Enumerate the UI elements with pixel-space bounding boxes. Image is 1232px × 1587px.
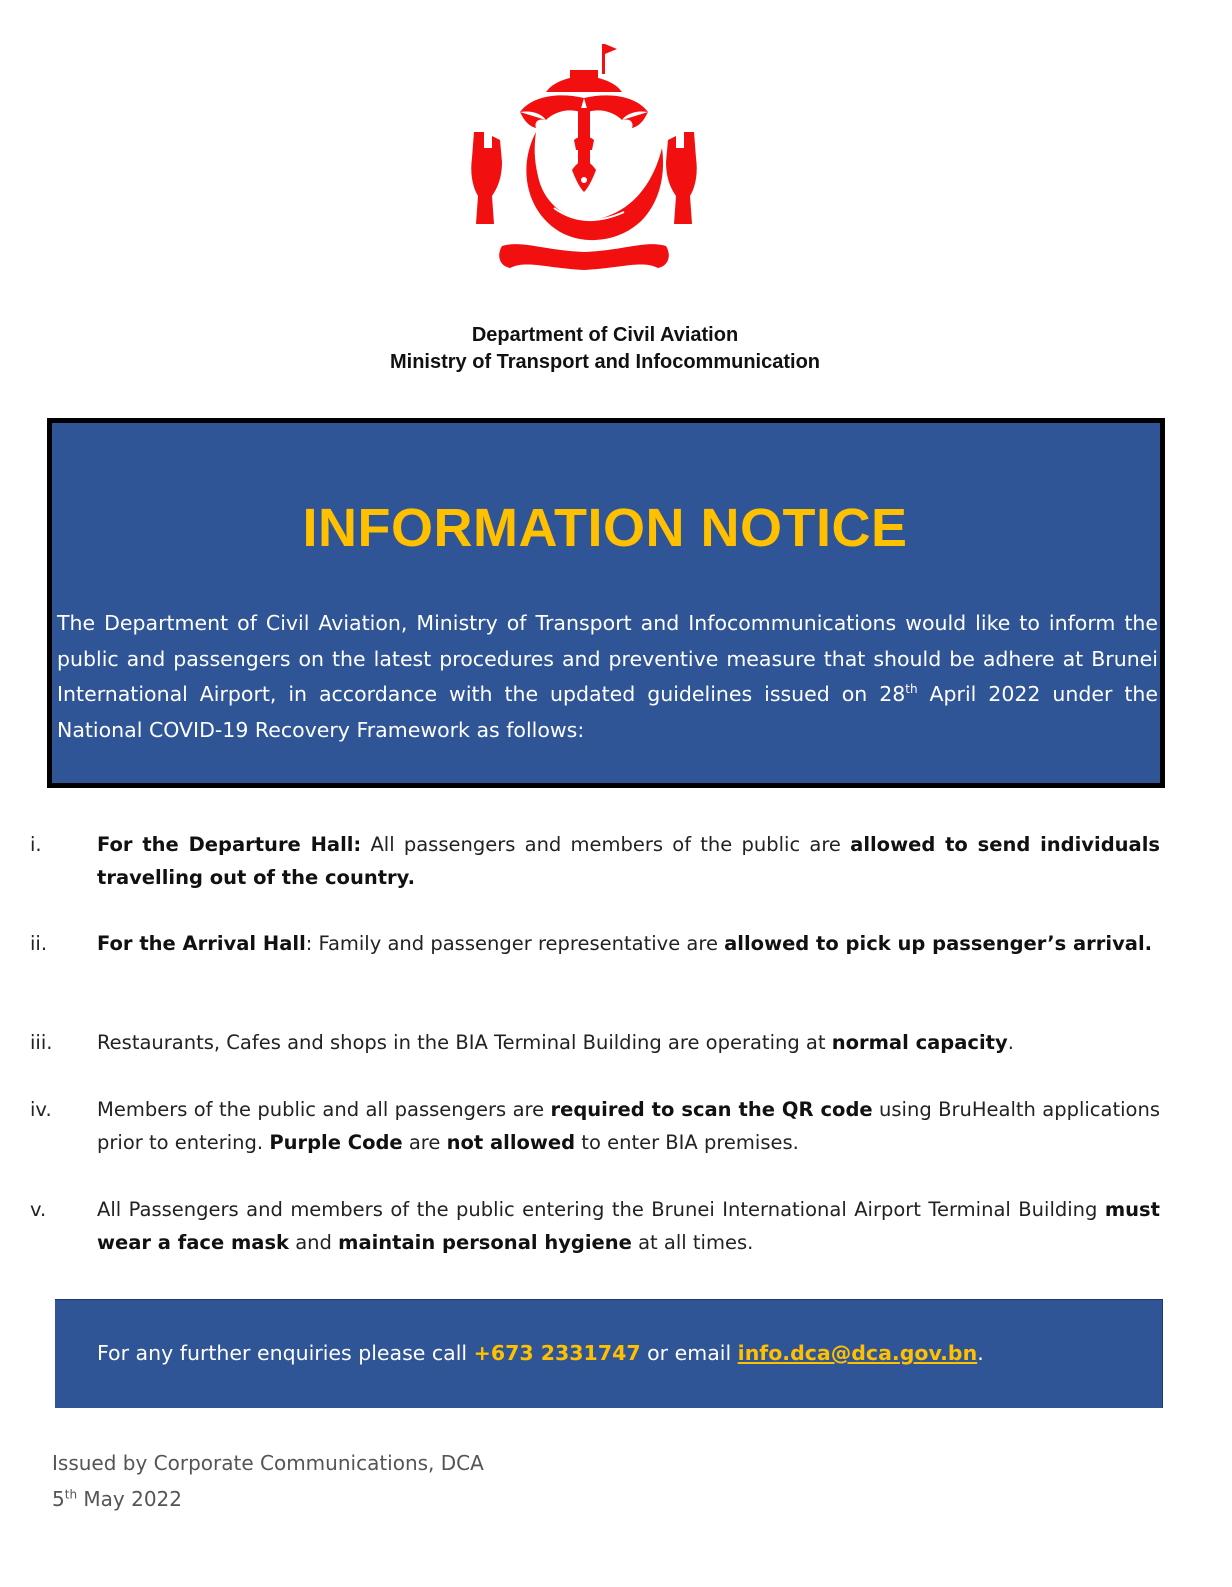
item-emphasis: Purple Code (269, 1131, 403, 1154)
item-emphasis: maintain personal hygiene (338, 1231, 632, 1254)
item-emphasis: required to scan the QR code (550, 1098, 873, 1121)
issuing-organization (0, 322, 1210, 376)
brunei-state-emblem-icon (462, 40, 706, 286)
item-emphasis: normal capacity (831, 1031, 1008, 1054)
list-item-number: ii. (30, 932, 48, 955)
item-text: : Family and passenger representative are (305, 932, 725, 955)
issue-date-suffix: th (64, 1487, 78, 1502)
ministry-name: Ministry of Transport and Infocommunication (389, 351, 821, 373)
email-link[interactable]: info.dca@dca.gov.bn (737, 1341, 978, 1365)
issue-date-rest: May 2022 (77, 1487, 183, 1511)
item-text: All passengers and members of the public are (361, 833, 851, 856)
list-item (30, 927, 1160, 960)
department-name: Department of Civil Aviation (471, 324, 739, 346)
issue-date (52, 1481, 484, 1517)
item-text: are (402, 1131, 447, 1154)
list-item (30, 1093, 1160, 1159)
list-item-number: iv. (30, 1098, 52, 1121)
notice-date-suffix: th (905, 682, 918, 697)
notice-body-text-end: April 2022 under the National COVID-19 Recovery Framework as follows: (57, 682, 1158, 742)
issued-by: Issued by Corporate Communications, DCA (52, 1451, 484, 1475)
item-text: . (1007, 1031, 1014, 1054)
notice-title: INFORMATION NOTICE (302, 498, 908, 558)
item-emphasis: must wear a face mask (97, 1198, 1160, 1254)
item-text: at all times. (631, 1231, 754, 1254)
notice-body (57, 606, 1158, 748)
contact-text: For any further enquiries please call (97, 1341, 474, 1365)
notice-body-text: The Department of Civil Aviation, Ministry of Transport and Infocommunications would like to inform the public and passengers on the latest procedures and preventive measure that should be adhere at Brunei International Airport, in accordance with the updated guidelines issued on (57, 611, 1158, 706)
list-item-number: v. (30, 1198, 47, 1221)
item-text: to enter BIA premises. (575, 1131, 799, 1154)
item-text: using BruHealth applications prior to entering. (97, 1098, 1160, 1154)
contact-text: or email (640, 1341, 738, 1365)
list-item (30, 828, 1160, 894)
list-item (30, 1193, 1160, 1259)
item-heading: For the Arrival Hall (97, 932, 306, 955)
notice-date-day: 28 (879, 682, 906, 706)
footer (52, 1445, 484, 1517)
issue-date-day: 5 (52, 1487, 65, 1511)
item-text: and (289, 1231, 339, 1254)
contact-info (97, 1338, 1147, 1368)
list-item-number: iii. (30, 1031, 53, 1054)
list-item (30, 1026, 1160, 1059)
phone-number: +673 2331747 (473, 1341, 641, 1365)
item-heading: For the Departure Hall: (97, 833, 362, 856)
contact-text: . (977, 1341, 984, 1365)
item-text: All Passengers and members of the public entering the Brunei International Airport Terminal Building (97, 1198, 1105, 1221)
item-emphasis: allowed to pick up passenger’s arrival. (724, 932, 1153, 955)
item-text: Restaurants, Cafes and shops in the BIA Terminal Building are operating at (97, 1031, 832, 1054)
item-text: Members of the public and all passengers are (97, 1098, 551, 1121)
item-emphasis: not allowed (446, 1131, 576, 1154)
list-item-number: i. (30, 833, 42, 856)
item-emphasis: allowed to send individuals travelling out of the country. (97, 833, 1160, 889)
